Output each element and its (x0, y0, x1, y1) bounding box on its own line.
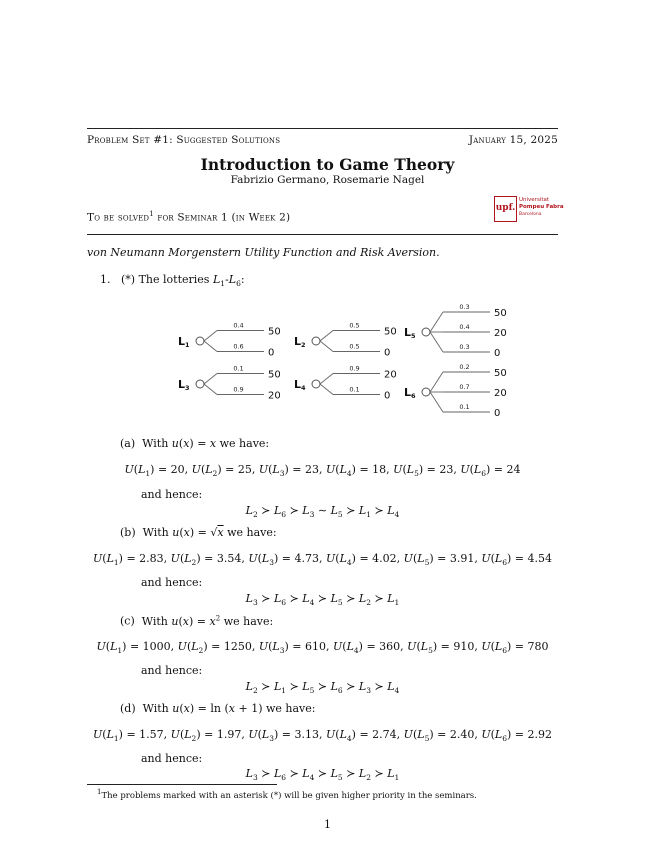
l3-chance-node (196, 380, 204, 388)
part-c-ranking: $L_2$ ≻ $L_1$ ≻ $L_5$ ≻ $L_6$ ≻ $L_3$ ≻ $L_4$ (245, 680, 400, 696)
part-d-label: (d) (120, 702, 136, 715)
part-b-text: With u(x) = √x we have: (142, 526, 277, 539)
part-b-ranking: $L_3$ ≻ $L_6$ ≻ $L_4$ ≻ $L_5$ ≻ $L_2$ ≻ $L_1$ (245, 592, 400, 608)
logo-line1: Universitat (519, 197, 550, 203)
problem-marker: (*) (121, 273, 136, 286)
l4-payoff-1: 20 (384, 369, 397, 381)
part-b-utilities: $U(L_1) = 2.83$, $U(L_2) = 3.54$, $U(L_3) = 4.73$, $U(L_4) = 4.02$, $U(L_5) = 3.91$, $U(L_6) = 4.54$ (92, 552, 553, 568)
l4-prob-1: 0.9 (349, 364, 360, 373)
seminar-line (87, 210, 290, 224)
l2-prob-1: 0.5 (349, 321, 360, 330)
part-c-utilities: $U(L_1) = 1000$, $U(L_2) = 1250$, $U(L_3) = 610$, $U(L_4) = 360$, $U(L_5) = 910$, $U(L_6) = 780$ (96, 640, 549, 656)
part-a-hence: and hence: (141, 488, 203, 501)
footnote-text: The problems marked with an asterisk (*) will be given higher priority in the seminars. (101, 790, 477, 801)
l1-branch-diag-1 (204, 331, 217, 342)
university-logo (494, 196, 564, 222)
logo-mark: upf. (494, 196, 517, 222)
l2-chance-node (312, 337, 320, 345)
problem-number: 1. (100, 273, 111, 286)
l5-prob-3: 0.3 (459, 343, 470, 351)
l1-branch-diag-2 (204, 341, 217, 352)
l4-branch-diag-2 (320, 384, 333, 395)
l2-payoff-2: 0 (384, 347, 391, 359)
logo-line2: Pompeu Fabra (519, 204, 564, 210)
l6-branch-diag-3 (430, 392, 443, 412)
part-b-label: (b) (120, 526, 136, 539)
part-d-utilities: $U(L_1) = 1.57$, $U(L_2) = 1.97$, $U(L_3) = 3.13$, $U(L_4) = 2.74$, $U(L_5) = 2.40$, $U(L_6) = 2.92$ (92, 728, 553, 744)
l6-chance-node (422, 388, 430, 396)
section-title: von Neumann Morgenstern Utility Function and Risk Aversion. (87, 246, 440, 259)
l4-branch-diag-1 (320, 374, 333, 385)
part-c-hence: and hence: (141, 664, 203, 677)
l6-prob-2: 0.7 (459, 383, 470, 391)
l6-payoff-1: 50 (494, 368, 507, 379)
part-b-intro (120, 526, 277, 539)
header-left: Problem Set #1: Suggested Solutions (87, 134, 281, 146)
l5-payoff-1: 50 (494, 308, 507, 319)
part-d-hence: and hence: (141, 752, 203, 765)
l5-prob-1: 0.3 (459, 303, 470, 311)
l3-payoff-1: 50 (268, 369, 281, 381)
l2-payoff-1: 50 (384, 326, 397, 338)
l3-prob-2: 0.9 (233, 385, 244, 394)
l4-label: L4 (294, 378, 306, 392)
l1-prob-2: 0.6 (233, 342, 244, 351)
l6-payoff-3: 0 (494, 408, 501, 419)
part-a-ranking: $L_2$ ≻ $L_6$ ≻ $L_3$ ∼ $L_5$ ≻ $L_1$ ≻ $L_4$ (245, 504, 400, 520)
l3-payoff-2: 20 (268, 390, 281, 402)
l1-prob-1: 0.4 (233, 321, 244, 330)
seminar-suffix: for Seminar 1 (in Week 2) (153, 211, 291, 224)
l6-branch-diag-1 (430, 372, 443, 392)
l1-payoff-2: 0 (268, 347, 275, 359)
top-rule (87, 128, 558, 129)
l5-label: L5 (404, 326, 416, 340)
seminar-prefix: To be solved (87, 211, 150, 224)
l3-label: L3 (178, 378, 190, 392)
l1-chance-node (196, 337, 204, 345)
part-a-utilities: $U(L_1) = 20$, $U(L_2) = 25$, $U(L_3) = 23$, $U(L_4) = 18$, $U(L_5) = 23$, $U(L_6) = 24$ (124, 463, 521, 479)
logo-line3: Barcelona (519, 212, 542, 217)
l2-label: L2 (294, 335, 306, 349)
authors: Fabrizio Germano, Rosemarie Nagel (230, 174, 425, 186)
part-a-text: With u(x) = x we have: (142, 437, 270, 450)
l3-prob-1: 0.1 (233, 364, 244, 373)
l6-prob-1: 0.2 (459, 363, 470, 371)
part-b-hence: and hence: (141, 576, 203, 589)
l2-branch-diag-1 (320, 331, 333, 342)
lottery-trees (160, 300, 520, 425)
part-d-intro (120, 702, 316, 715)
part-a-label: (a) (120, 437, 136, 450)
l2-branch-diag-2 (320, 341, 333, 352)
l4-prob-2: 0.1 (349, 385, 360, 394)
l6-label: L6 (404, 386, 416, 400)
footnote (97, 788, 477, 801)
l5-branch-diag-1 (430, 312, 443, 332)
l6-prob-3: 0.1 (459, 403, 470, 411)
part-d-ranking: $L_3$ ≻ $L_6$ ≻ $L_4$ ≻ $L_5$ ≻ $L_2$ ≻ $L_1$ (245, 767, 400, 783)
l4-payoff-2: 0 (384, 390, 391, 402)
l5-chance-node (422, 328, 430, 336)
l1-label: L1 (178, 335, 190, 349)
page-title: Introduction to Game Theory (200, 155, 455, 174)
l2-prob-2: 0.5 (349, 342, 360, 351)
l6-payoff-2: 20 (494, 388, 507, 399)
l1-payoff-1: 50 (268, 326, 281, 338)
part-c-label: (c) (120, 614, 135, 628)
header-date: January 15, 2025 (468, 134, 558, 146)
l3-branch-diag-2 (204, 384, 217, 395)
footnote-mark: 1 (97, 788, 102, 796)
problem-1 (100, 273, 245, 288)
header-bottom-rule (87, 234, 558, 235)
part-d-text: With u(x) = ln (x + 1) we have: (142, 702, 316, 715)
l5-branch-diag-3 (430, 332, 443, 352)
l4-chance-node (312, 380, 320, 388)
problem-intro: The lotteries $L_1-L_6$: (138, 273, 245, 289)
l3-branch-diag-1 (204, 374, 217, 385)
part-a-intro (120, 437, 269, 450)
page-number: 1 (324, 818, 331, 831)
l5-prob-2: 0.4 (459, 323, 470, 331)
part-c-text: With $u(x) = x^2$ we have: (141, 614, 274, 628)
l5-payoff-3: 0 (494, 348, 501, 359)
footnote-rule (87, 784, 277, 785)
l5-payoff-2: 20 (494, 328, 507, 339)
footnote-ref: 1 (149, 210, 154, 218)
part-c-intro (120, 614, 273, 628)
